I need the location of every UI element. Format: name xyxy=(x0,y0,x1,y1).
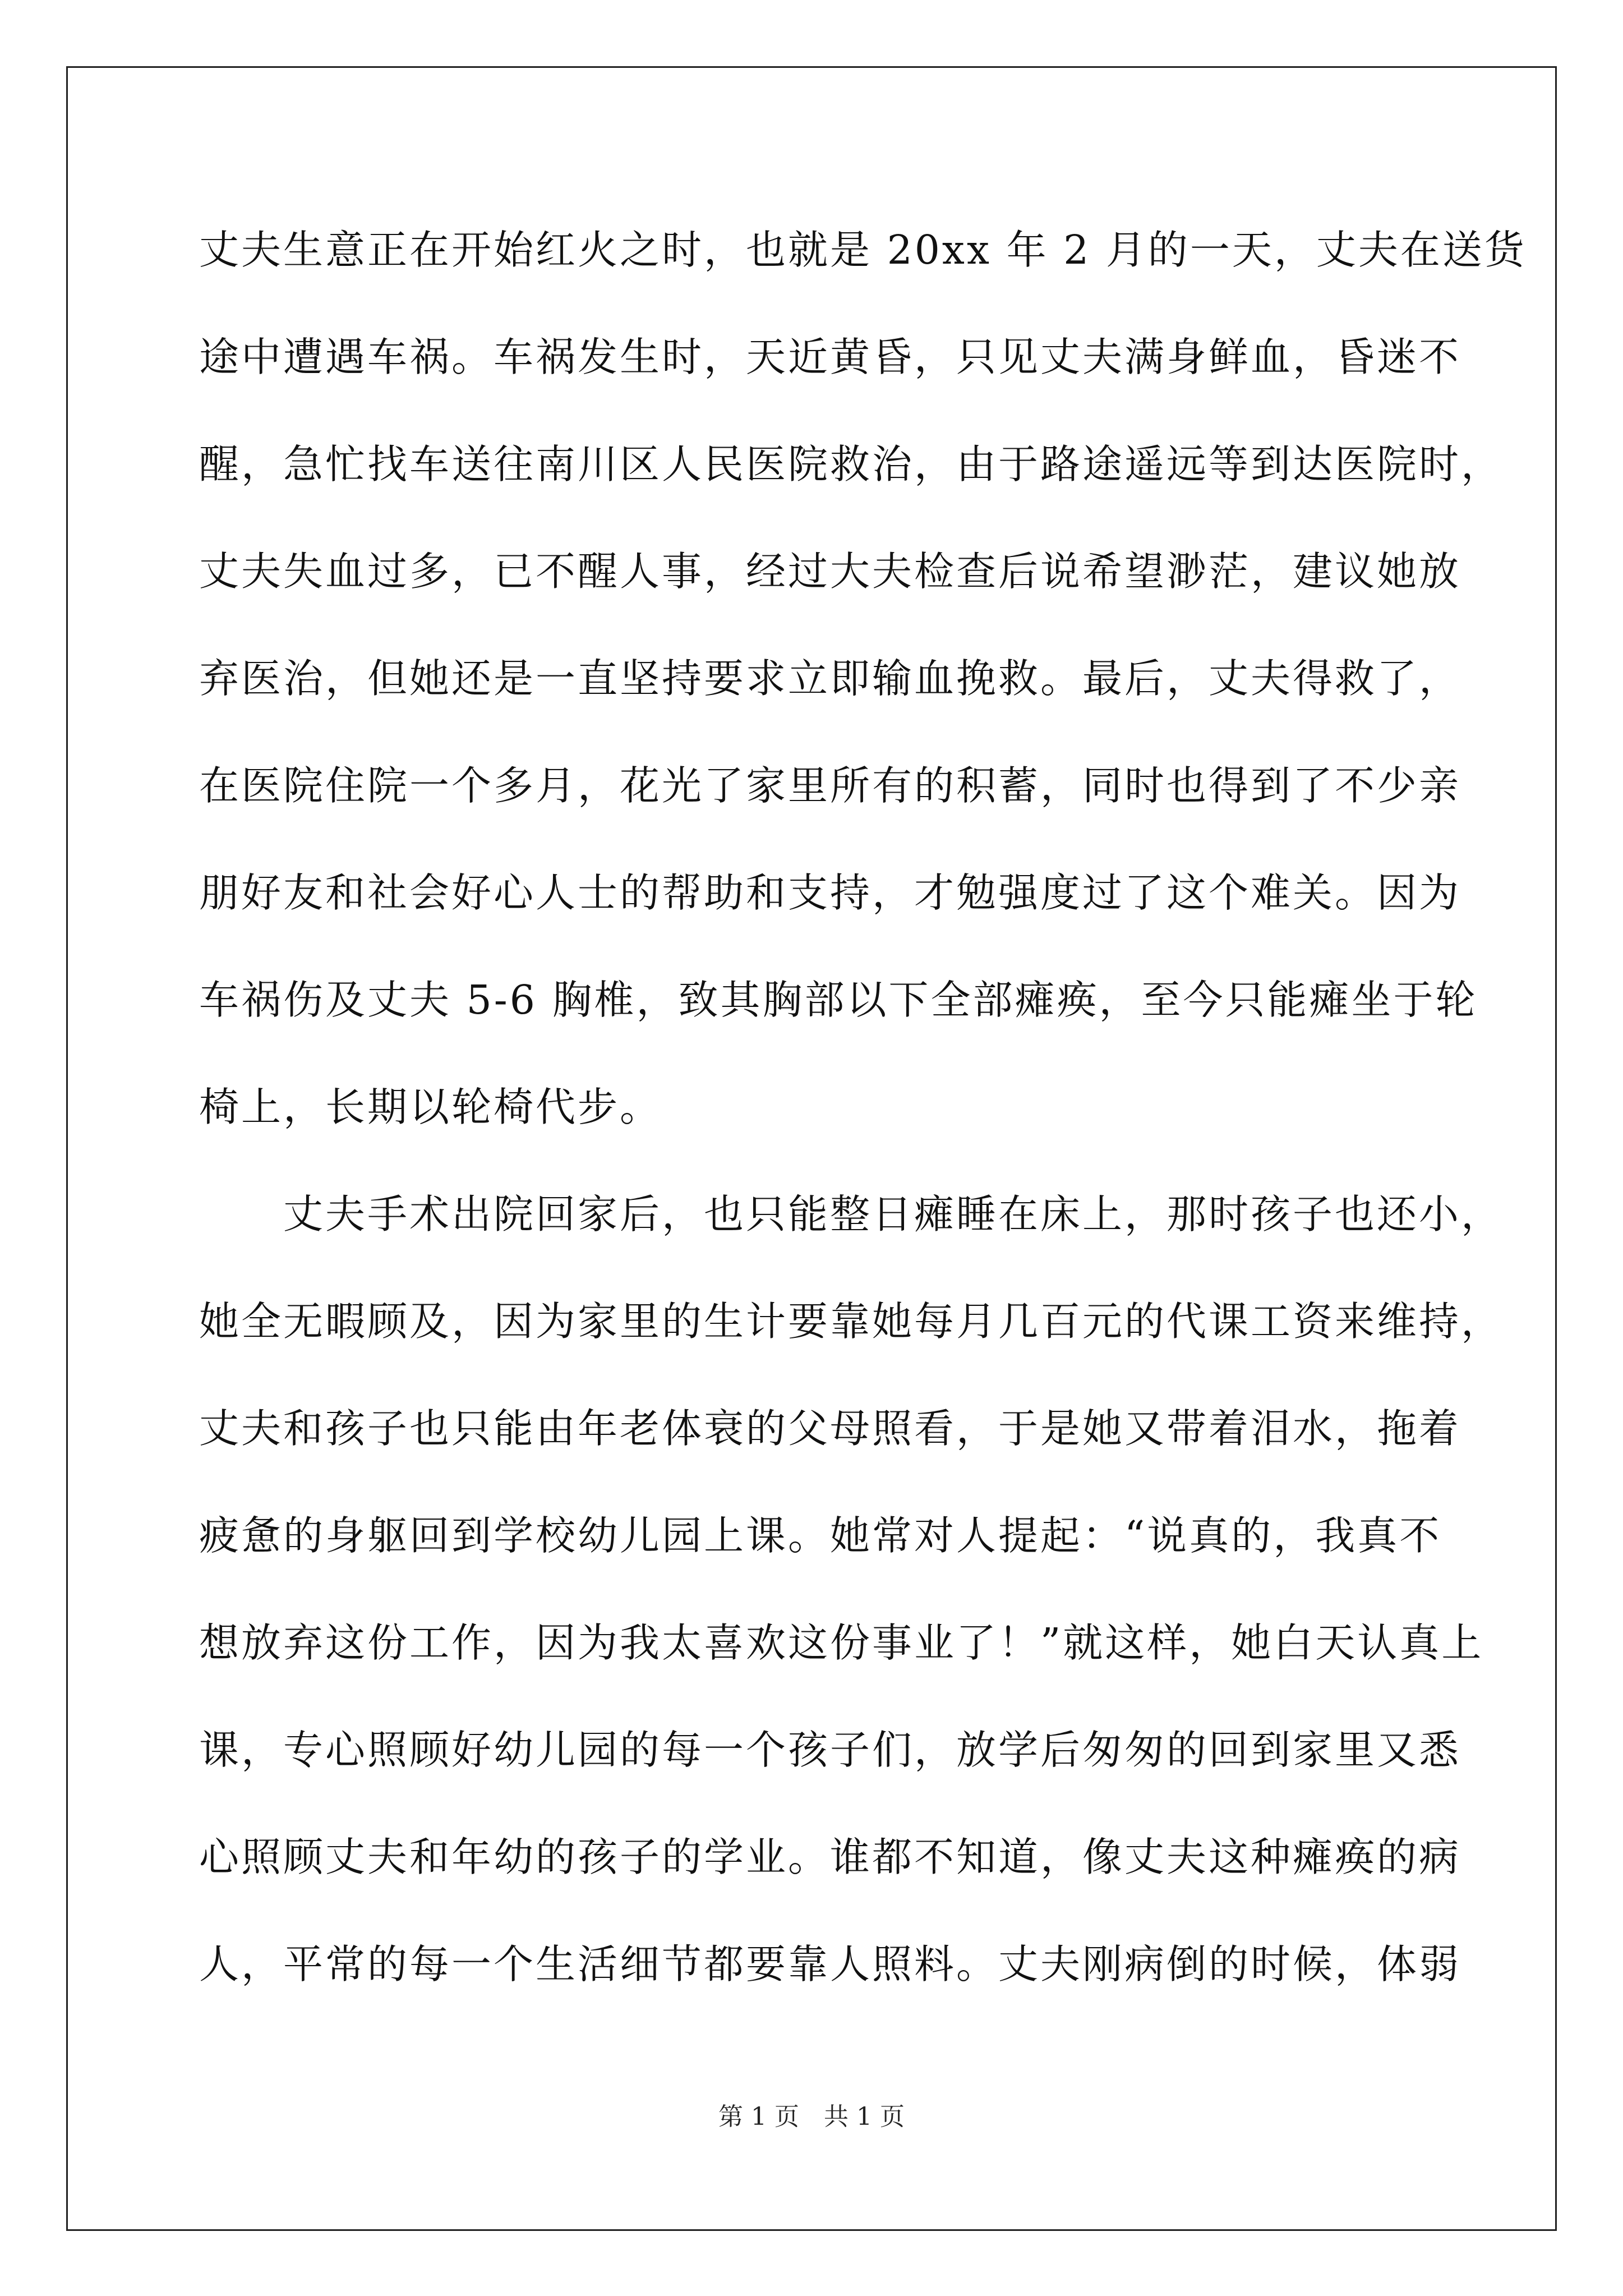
page-border xyxy=(66,66,1557,2231)
text-line: 人，平常的每一个生活细节都要靠人照料。丈夫刚病倒的时候，体弱 xyxy=(199,1941,1461,1987)
text-line: 椅上，长期以轮椅代步。 xyxy=(199,1084,662,1130)
text-line: 丈夫手术出院回家后，也只能整日瘫睡在床上，那时孩子也还小， xyxy=(199,1191,1504,1237)
page-footer: 第 1 页 共 1 页 xyxy=(718,2102,905,2131)
text-line: 想放弃这份工作，因为我太喜欢这份事业了！”就这样，她白天认真上 xyxy=(199,1619,1484,1666)
text-line: 她全无暇顾及，因为家里的生计要靠她每月几百元的代课工资来维持， xyxy=(199,1298,1504,1345)
text-line: 朋好友和社会好心人士的帮助和支持，才勉强度过了这个难关。因为 xyxy=(199,869,1461,916)
text-line: 课，专心照顾好幼儿园的每一个孩子们，放学后匆匆的回到家里又悉 xyxy=(199,1727,1461,1773)
text-line: 醒，急忙找车送往南川区人民医院救治，由于路途遥远等到达医院时， xyxy=(199,441,1504,487)
text-line: 车祸伤及丈夫 5-6 胸椎，致其胸部以下全部瘫痪，至今只能瘫坐于轮 xyxy=(199,977,1478,1023)
text-line: 心照顾丈夫和年幼的孩子的学业。谁都不知道，像丈夫这种瘫痪的病 xyxy=(199,1834,1461,1880)
text-line: 丈夫生意正在开始红火之时，也就是 20xx 年 2 月的一天，丈夫在送货 xyxy=(199,227,1527,273)
text-line: 弃医治，但她还是一直坚持要求立即输血挽救。最后，丈夫得救了， xyxy=(199,655,1461,702)
text-line: 途中遭遇车祸。车祸发生时，天近黄昏，只见丈夫满身鲜血，昏迷不 xyxy=(199,334,1461,380)
text-line: 疲惫的身躯回到学校幼儿园上课。她常对人提起：“说真的，我真不 xyxy=(199,1512,1442,1559)
text-line: 在医院住院一个多月，花光了家里所有的积蓄，同时也得到了不少亲 xyxy=(199,762,1461,809)
text-line: 丈夫和孩子也只能由年老体衰的父母照看，于是她又带着泪水，拖着 xyxy=(199,1405,1461,1452)
text-line: 丈夫失血过多，已不醒人事，经过大夫检查后说希望渺茫，建议她放 xyxy=(199,548,1461,595)
